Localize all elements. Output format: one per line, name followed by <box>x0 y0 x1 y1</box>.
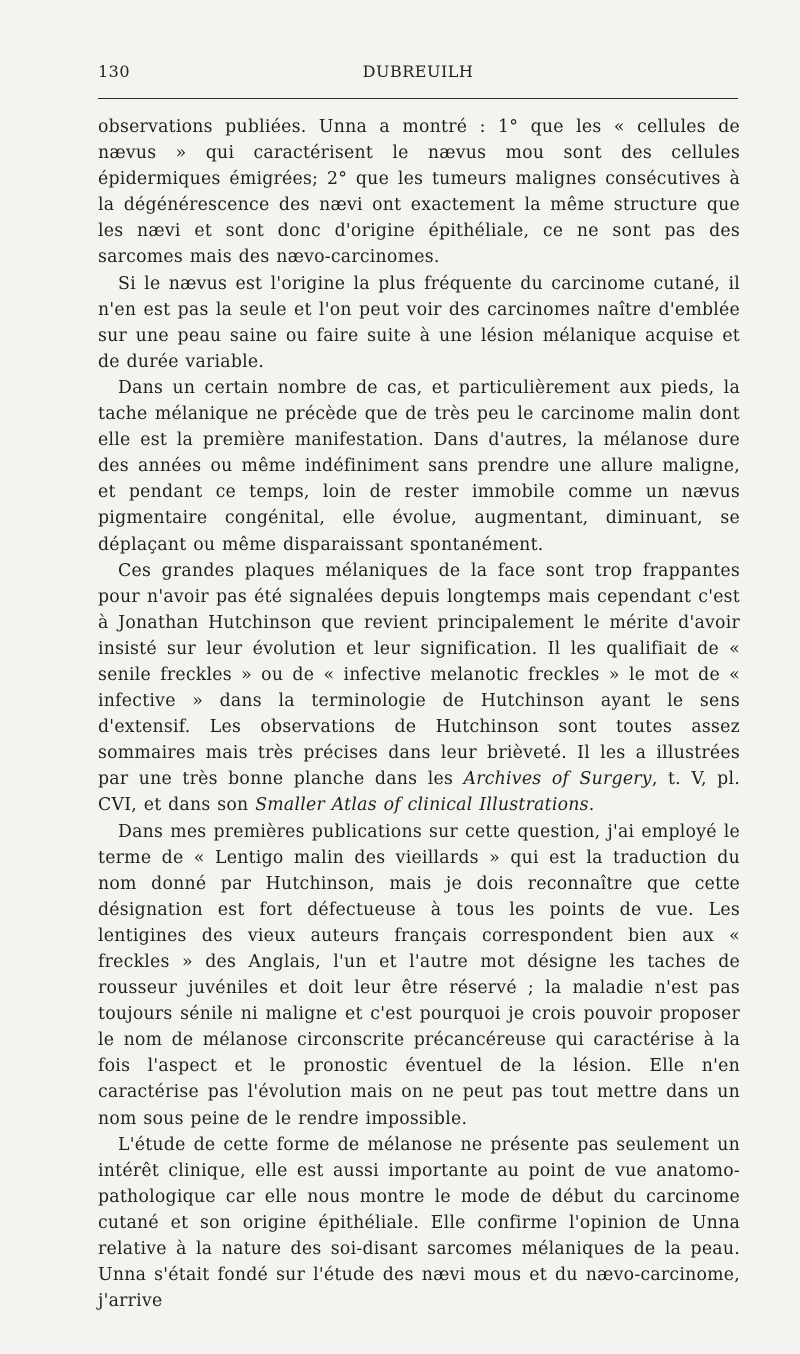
running-head: DUBREUILH <box>362 62 474 81</box>
body-text <box>98 114 740 1314</box>
paragraph: Dans un certain nombre de cas, et particulièrement aux pieds, la tache mélanique ne précède que de très peu le carcinome malin dont elle est la première manifestation. Dans d'autres, la mélanose dure des années ou même indéfiniment sans prendre une allure maligne, et pendant ce temps, loin de rester immobile comme un nævus pigmentaire congénital, elle évolue, augmentant, diminuant, se déplaçant ou même disparaissant spontanément. <box>98 377 740 555</box>
journal-title: Archives of Surgery <box>463 769 652 790</box>
paragraph <box>98 558 740 819</box>
paragraph: observations publiées. Unna a montré : 1° que les « cellules de nævus » qui caractérisent le nævus mou sont des cellules épidermiques émigrées; 2° que les tumeurs malignes consécutives à la dégénérescence des nævi ont exactement la même structure que les nævi et sont donc d'origine épithéliale, ce ne sont pas des sarcomes mais des nævo-carcinomes. <box>98 117 740 268</box>
paragraph-text: Ces grandes plaques mélaniques de la face sont trop frappantes pour n'avoir pas été signalées depuis longtemps mais cependant c'est à Jonathan Hutchinson que revient principalement le mérite d'avoir insisté sur leur évolution et leur signification. Il les qualifiait de « senile freckles » ou de « infective melanotic freckles » le mot de « infective » dans la terminologie de Hutchinson ayant le sens d'extensif. Les observations de Hutchinson sont toutes assez sommaires mais très précises dans leur brièveté. Il les a illustrées par une très bonne planche dans les <box>98 560 740 790</box>
paragraph-text: . <box>588 795 595 816</box>
paragraph: L'étude de cette forme de mélanose ne présente pas seulement un intérêt clinique, elle est aussi importante au point de vue anatomo-pathologique car elle nous montre le mode de début du carcinome cutané et son origine épithéliale. Elle confirme l'opinion de Unna relative à la nature des soi-disant sarcomes mélaniques de la peau. Unna s'était fondé sur l'étude des nævi mous et du nævo-carcinome, j'arrive <box>98 1134 740 1312</box>
page-number: 130 <box>98 62 131 81</box>
page-header <box>98 62 738 88</box>
atlas-title: Smaller Atlas of clinical Illustrations <box>255 795 589 816</box>
paragraph: Si le nævus est l'origine la plus fréquente du carcinome cutané, il n'en est pas la seule et l'on peut voir des carcinomes naître d'emblée sur une peau saine ou faire suite à une lésion mélanique acquise et de durée variable. <box>98 273 740 372</box>
paragraph-text: , t. V, pl. CVI, et dans son <box>98 769 740 816</box>
paragraph: Dans mes premières publications sur cette question, j'ai employé le terme de « Lentigo malin des vieillards » qui est la traduction du nom donné par Hutchinson, mais je dois reconnaître que cette désignation est fort défectueuse à tous les points de vue. Les lentigines des vieux auteurs français correspondent bien aux « freckles » des Anglais, l'un et l'autre mot désigne les taches de rousseur juvéniles et doit leur être réservé ; la maladie n'est pas toujours sénile ni maligne et c'est pourquoi je crois pouvoir proposer le nom de mélanose circonscrite précancéreuse qui caractérise à la fois l'aspect et le pronostic éventuel de la lésion. Elle n'en caractérise pas l'évolution mais on ne peut pas tout mettre dans un nom sous peine de le rendre impossible. <box>98 821 740 1129</box>
header-rule <box>98 98 738 99</box>
